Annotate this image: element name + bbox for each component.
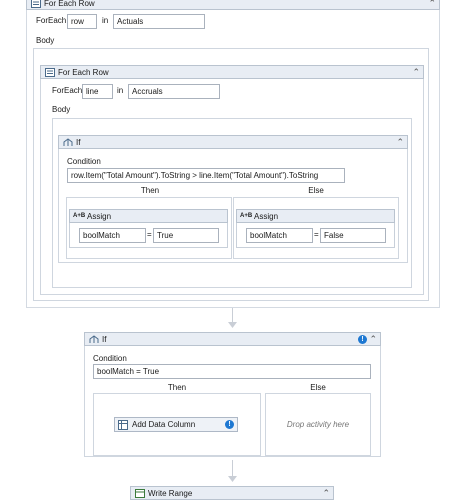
collapse-chevron-icon[interactable]: ⌃ xyxy=(428,0,436,8)
outer-if-else-branch[interactable] xyxy=(265,393,371,456)
write-range-icon xyxy=(135,489,145,498)
inner-foreach-item-input[interactable]: line xyxy=(82,84,113,99)
write-range-header[interactable] xyxy=(130,486,334,500)
inner-foreach-in-label: in xyxy=(117,86,124,95)
collapse-chevron-icon[interactable]: ⌃ xyxy=(369,334,377,344)
outer-foreach-in-label: in xyxy=(102,16,109,25)
outer-foreach-header[interactable] xyxy=(26,0,440,10)
else-assign-eq: = xyxy=(314,230,319,239)
outer-foreach-body-label: Body xyxy=(36,36,55,45)
assign-icon: A+B xyxy=(240,213,253,219)
then-assign-eq: = xyxy=(147,230,152,239)
info-icon[interactable]: ! xyxy=(358,335,367,344)
add-data-column-activity[interactable] xyxy=(114,417,238,432)
foreach-icon xyxy=(45,68,55,77)
else-assign-to-input[interactable]: boolMatch xyxy=(246,228,313,243)
outer-foreach-title: For Each Row xyxy=(44,0,95,8)
write-range-title: Write Range xyxy=(148,489,193,498)
collapse-chevron-icon[interactable]: ⌃ xyxy=(412,67,420,77)
inner-foreach-collection-input[interactable]: Accruals xyxy=(128,84,220,99)
inner-if-title: If xyxy=(76,138,81,147)
outer-if-header[interactable] xyxy=(84,332,381,346)
inner-if-else-label: Else xyxy=(308,186,324,195)
then-assign-to-input[interactable]: boolMatch xyxy=(79,228,146,243)
inner-if-then-label: Then xyxy=(140,186,160,195)
foreach-icon xyxy=(31,0,41,8)
outer-if-then-label: Then xyxy=(167,383,187,392)
add-data-column-icon xyxy=(118,420,128,430)
else-assign-header[interactable] xyxy=(236,209,395,223)
add-data-column-label: Add Data Column xyxy=(132,420,196,429)
connector-arrow-icon xyxy=(228,476,237,482)
outer-if-condition-input[interactable]: boolMatch = True xyxy=(93,364,371,379)
outer-if-title: If xyxy=(102,335,107,344)
connector-arrow-icon xyxy=(228,322,237,328)
outer-foreach-collection-input[interactable]: Actuals xyxy=(113,14,205,29)
then-assign-header[interactable] xyxy=(69,209,228,223)
inner-foreach-title: For Each Row xyxy=(58,68,109,77)
else-assign-title: Assign xyxy=(254,212,279,221)
then-assign-title: Assign xyxy=(87,212,112,221)
collapse-chevron-icon[interactable]: ⌃ xyxy=(396,137,404,147)
inner-if-condition-label: Condition xyxy=(67,157,101,166)
assign-icon: A+B xyxy=(73,213,86,219)
outer-foreach-label: ForEach xyxy=(36,16,67,25)
outer-if-else-label: Else xyxy=(310,383,326,392)
inner-foreach-label: ForEach xyxy=(52,86,83,95)
info-icon[interactable]: ! xyxy=(225,420,234,429)
if-icon xyxy=(63,138,73,147)
outer-foreach-item-input[interactable]: row xyxy=(67,14,97,29)
inner-if-header[interactable] xyxy=(58,135,408,149)
inner-foreach-body-label: Body xyxy=(52,105,71,114)
collapse-chevron-icon[interactable]: ⌃ xyxy=(322,488,330,498)
if-icon xyxy=(89,335,99,344)
inner-foreach-header[interactable] xyxy=(40,65,424,79)
outer-if-condition-label: Condition xyxy=(93,354,127,363)
drop-activity-placeholder: Drop activity here xyxy=(286,420,350,429)
else-assign-value-input[interactable]: False xyxy=(320,228,386,243)
inner-if-condition-input[interactable]: row.Item("Total Amount").ToString > line.Item("Total Amount").ToString xyxy=(67,168,345,183)
then-assign-value-input[interactable]: True xyxy=(153,228,219,243)
